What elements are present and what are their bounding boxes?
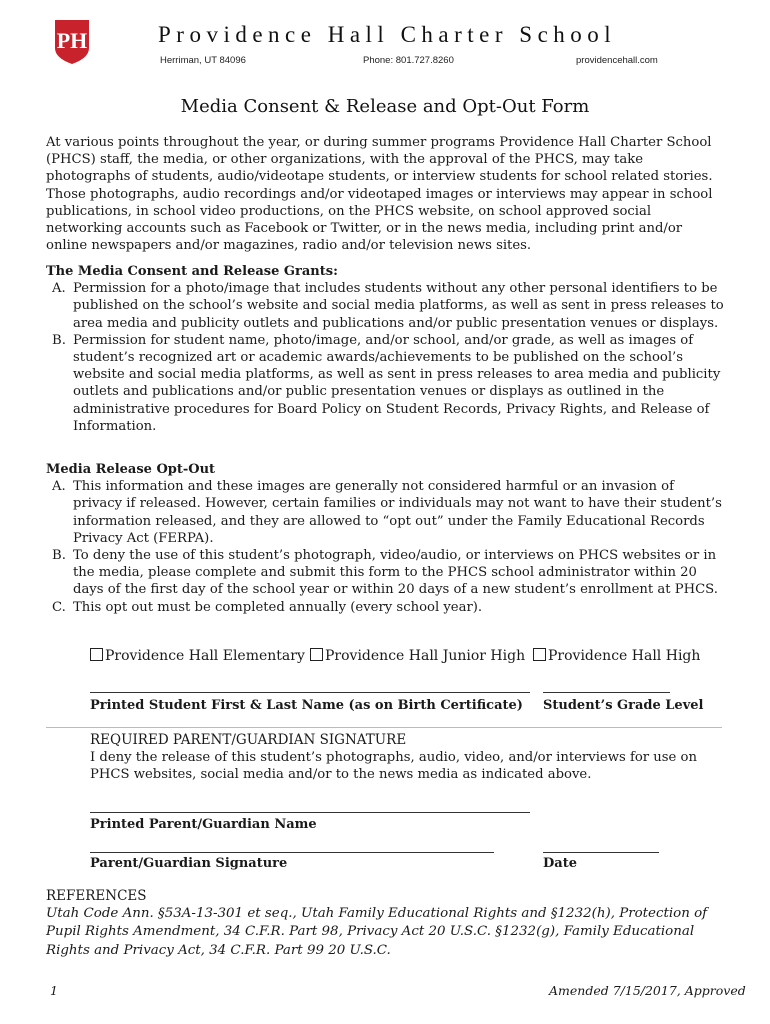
parent-name-line[interactable] <box>90 812 530 813</box>
optout-section <box>46 461 726 616</box>
student-name-label: Printed Student First & Last Name (as on Birth Certificate) <box>90 698 523 713</box>
optout-item-mark: B. <box>52 548 66 564</box>
references-text: Utah Code Ann. §53A-13-301 et seq., Utah Family Educational Rights and §1232(h), Protection of Pupil Rights Amendment, 34 C.F.R. Part 98, Privacy Act 20 U.S.C. §1232(g), Family Educational Rights and Privacy Act, 34 C.F.R. Part 99 20 U.S.C. <box>46 906 708 958</box>
amended-note: Amended 7/15/2017, Approved <box>549 983 746 998</box>
page-number: 1 <box>50 983 58 998</box>
optout-heading: Media Release Opt-Out <box>46 462 216 477</box>
school-website[interactable]: providencehall.com <box>576 55 658 66</box>
school-name: Providence Hall Charter School <box>158 22 617 47</box>
optout-item-mark: C. <box>52 599 66 615</box>
checkbox-junior-high[interactable] <box>310 648 525 664</box>
grade-line[interactable] <box>543 692 670 693</box>
checkbox-box[interactable] <box>310 648 323 661</box>
optout-item-text: To deny the use of this student’s photograph, video/audio, or interviews on PHCS websites or in the media, please complete and submit this form to the PHCS school administrator within 20 days of the first day of the school year or within 20 days of a new student’s enrollment at PHCS. <box>73 548 718 598</box>
form-title: Media Consent & Release and Opt-Out Form <box>180 96 590 117</box>
grant-item <box>46 332 726 435</box>
section-divider <box>46 727 722 728</box>
references-heading: REFERENCES <box>46 888 147 904</box>
parent-name-label: Printed Parent/Guardian Name <box>90 817 317 832</box>
checkbox-high[interactable] <box>533 648 700 664</box>
school-logo-icon <box>53 18 91 66</box>
grant-item <box>46 280 726 332</box>
checkbox-label: Providence Hall Elementary <box>105 648 305 664</box>
checkbox-elementary[interactable] <box>90 648 305 664</box>
grants-section <box>46 263 726 435</box>
grant-item-mark: B. <box>52 332 66 348</box>
optout-item-mark: A. <box>52 479 66 495</box>
grant-item-mark: A. <box>52 281 66 297</box>
signature-statement: I deny the release of this student’s photographs, audio, video, and/or interviews for use on PHCS websites, social media and/or to the news media as indicated above. <box>90 750 697 783</box>
parent-signature-line[interactable] <box>90 852 494 853</box>
checkbox-box[interactable] <box>90 648 103 661</box>
optout-item <box>46 547 726 599</box>
grade-label: Student’s Grade Level <box>543 698 704 713</box>
references-section <box>46 888 730 960</box>
signature-heading: REQUIRED PARENT/GUARDIAN SIGNATURE <box>90 732 407 748</box>
checkbox-label: Providence Hall High <box>548 648 701 664</box>
date-line[interactable] <box>543 852 659 853</box>
optout-item <box>46 478 726 547</box>
parent-signature-label: Parent/Guardian Signature <box>90 856 288 871</box>
checkbox-label: Providence Hall Junior High <box>325 648 526 664</box>
optout-item <box>46 599 726 616</box>
date-label: Date <box>543 856 577 871</box>
signature-section <box>90 732 720 784</box>
school-phone: Phone: 801.727.8260 <box>363 55 454 66</box>
checkbox-box[interactable] <box>533 648 546 661</box>
optout-item-text: This information and these images are generally not considered harmful or an invasion of privacy if released. However, certain families or individuals may not want to have their student’s information released, and they are allowed to “opt out” under the Family Educational Records Privacy Act (FERPA). <box>73 479 722 546</box>
grant-item-text: Permission for student name, photo/image, and/or school, and/or grade, as well as images of student’s recognized art or academic awards/achievements to be published on the school’s website and social media platforms, as well as sent in press releases to area media and publicity outlets and publications and/or public presentation venues or displays as outlined in the administrative procedures for Board Policy on Student Records, Privacy Rights, and Release of Information. <box>73 332 721 434</box>
grants-heading: The Media Consent and Release Grants: <box>46 264 338 279</box>
intro-paragraph: At various points throughout the year, or during summer programs Providence Hall Charter School (PHCS) staff, the media, or other organizations, with the approval of the PHCS, may take photographs of students, audio/videotape students, or interview students for school related stories. Those photographs, audio recordings and/or videotaped images or interviews may appear in school publications, in school video productions, on the PHCS website, on school approved social networking accounts such as Facebook or Twitter, or in the news media, including print and/or online newspapers and/or magazines, radio and/or television news sites. <box>46 135 713 254</box>
optout-item-text: This opt out must be completed annually (every school year). <box>73 599 483 615</box>
logo-text: PH <box>56 28 88 53</box>
grant-item-text: Permission for a photo/image that includes students without any other personal identifiers to be published on the school’s website and social media platforms, as well as sent in press releases to area media and publicity outlets and publications and/or public presentation venues or displays. <box>73 281 724 331</box>
student-name-line[interactable] <box>90 692 530 693</box>
school-address: Herriman, UT 84096 <box>160 55 246 66</box>
